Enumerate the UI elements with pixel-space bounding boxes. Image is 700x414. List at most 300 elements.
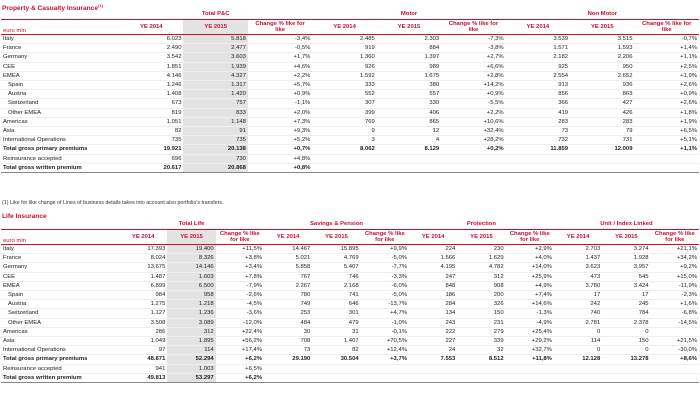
table-cell: -0,1% <box>361 327 409 336</box>
row-label: EMEA <box>1 71 119 80</box>
table-cell: 79 <box>570 127 634 136</box>
table-row <box>1 53 699 62</box>
table-cell: 1.407 <box>312 337 360 346</box>
table-cell: +14,6% <box>506 300 554 309</box>
table-cell: 2.378 <box>602 318 650 327</box>
table-row <box>1 62 699 71</box>
table-cell <box>441 163 505 172</box>
table-cell: 4 <box>377 136 441 145</box>
table-cell <box>506 163 570 172</box>
table-cell: 3.539 <box>506 35 570 44</box>
table-cell: 8.326 <box>167 254 215 263</box>
table-row <box>1 108 699 117</box>
row-label: Italy <box>1 245 119 254</box>
table-cell: 231 <box>457 318 505 327</box>
table-cell: 919 <box>312 44 376 53</box>
table-cell: 646 <box>312 300 360 309</box>
table-cell: +1,1% <box>634 53 699 62</box>
table-cell: 227 <box>409 337 457 346</box>
table-row <box>1 117 699 126</box>
table-cell: +0,8% <box>248 163 312 172</box>
table-row <box>1 263 699 272</box>
table-cell <box>634 154 699 163</box>
table-cell: 784 <box>602 309 650 318</box>
table-cell: 333 <box>312 81 376 90</box>
table-cell: 1.928 <box>602 254 650 263</box>
table-row <box>1 337 699 346</box>
table-row <box>1 309 699 318</box>
row-label: France <box>1 254 119 263</box>
table-cell <box>651 327 699 336</box>
table-cell: +1,1% <box>634 145 699 154</box>
table-cell: 1.437 <box>554 254 602 263</box>
table-cell: +25,9% <box>506 272 554 281</box>
table-cell <box>457 373 505 382</box>
table-cell: 114 <box>167 346 215 355</box>
table-cell: +9,3% <box>248 127 312 136</box>
table-row <box>1 90 699 99</box>
table-cell: +3,8% <box>216 254 264 263</box>
group-header: Non Motor <box>506 10 699 20</box>
table-cell: -5,0% <box>361 254 409 263</box>
table-cell: -0,5% <box>248 44 312 53</box>
table-cell: -13,7% <box>361 300 409 309</box>
table-cell: +5,7% <box>248 81 312 90</box>
table-cell: 245 <box>602 300 650 309</box>
table-cell: 0 <box>554 327 602 336</box>
table-cell: 200 <box>457 291 505 300</box>
table-cell: 3.424 <box>602 281 650 290</box>
table-cell: 8.129 <box>377 145 441 154</box>
table-cell: -2,6% <box>216 291 264 300</box>
table-cell: 2.267 <box>264 281 312 290</box>
table-cell: -14,5% <box>651 318 699 327</box>
table-cell: +0,7% <box>248 145 312 154</box>
table-cell: 1.592 <box>312 71 376 80</box>
table-cell: +6,5% <box>634 127 699 136</box>
table-cell: 150 <box>457 309 505 318</box>
row-label: EMEA <box>1 281 119 290</box>
table-cell: +22,4% <box>216 327 264 336</box>
row-label: International Operations <box>1 136 119 145</box>
table-row <box>1 327 699 336</box>
group-header: Protection <box>409 220 554 230</box>
table-cell: 52.294 <box>167 355 215 364</box>
table-cell: 12 <box>377 127 441 136</box>
table-cell: 2.485 <box>312 35 376 44</box>
table-row <box>1 163 699 172</box>
group-header: Unit / Index Linked <box>554 220 699 230</box>
table-cell: 301 <box>312 309 360 318</box>
pc-premiums-table <box>1 10 699 173</box>
table-cell: 3.957 <box>602 263 650 272</box>
table-cell: 557 <box>377 90 441 99</box>
table-cell: 283 <box>570 117 634 126</box>
table-cell: 740 <box>554 309 602 318</box>
table-cell: 11.859 <box>506 145 570 154</box>
table-cell: 8.024 <box>119 254 167 263</box>
group-header: Total P&C <box>119 10 312 20</box>
table-cell: 3.089 <box>167 318 215 327</box>
table-cell: 73 <box>264 346 312 355</box>
table-cell: 1.487 <box>119 272 167 281</box>
table-cell <box>377 163 441 172</box>
table-cell: 326 <box>457 300 505 309</box>
table-cell: 419 <box>506 108 570 117</box>
table-cell: 757 <box>183 99 247 108</box>
table-cell: 865 <box>377 117 441 126</box>
table-cell: 2.490 <box>119 44 183 53</box>
table-cell: 7.553 <box>409 355 457 364</box>
table-cell: 1.003 <box>167 364 215 373</box>
column-header: YE 2014 <box>119 20 183 35</box>
row-label: Austria <box>1 90 119 99</box>
table-cell <box>570 163 634 172</box>
table-cell: 1.051 <box>119 117 183 126</box>
table-cell: 13.278 <box>602 355 650 364</box>
table-cell: 242 <box>554 300 602 309</box>
table-cell: +11,8% <box>506 355 554 364</box>
table-cell: -4,9% <box>506 318 554 327</box>
life-section-title: Life Insurance <box>2 213 47 220</box>
row-label: Spain <box>1 291 119 300</box>
table-cell: 247 <box>409 272 457 281</box>
table-cell: 1.236 <box>167 309 215 318</box>
row-label: Asia <box>1 337 119 346</box>
table-cell: 769 <box>312 117 376 126</box>
group-header: Motor <box>312 10 505 20</box>
table-cell: 312 <box>167 327 215 336</box>
table-cell: 473 <box>554 272 602 281</box>
column-header: YE 2014 <box>264 230 312 245</box>
table-cell: 406 <box>377 108 441 117</box>
table-row <box>1 318 699 327</box>
table-cell: 989 <box>377 62 441 71</box>
table-cell: 283 <box>506 117 570 126</box>
table-cell: 82 <box>312 346 360 355</box>
header-blank <box>1 10 119 20</box>
column-header: YE 2015 <box>602 230 650 245</box>
table-cell: 15.895 <box>312 245 360 254</box>
table-cell <box>264 373 312 382</box>
table-cell: +9,2% <box>651 263 699 272</box>
table-cell: 6.899 <box>119 281 167 290</box>
table-cell: -1,1% <box>248 99 312 108</box>
table-cell <box>312 364 360 373</box>
table-cell: 224 <box>409 245 457 254</box>
table-cell: 186 <box>409 291 457 300</box>
table-cell: 4.327 <box>183 71 247 80</box>
table-cell: 484 <box>264 318 312 327</box>
table-cell: 913 <box>506 81 570 90</box>
table-row <box>1 154 699 163</box>
table-cell: +0,2% <box>441 145 505 154</box>
table-cell: 735 <box>183 136 247 145</box>
table-cell: +29,2% <box>506 337 554 346</box>
table-cell: 926 <box>312 62 376 71</box>
table-cell: 696 <box>119 154 183 163</box>
table-cell: +1,8% <box>634 108 699 117</box>
table-cell: 3.603 <box>183 53 247 62</box>
table-cell: +1,9% <box>634 71 699 80</box>
column-header: YE 2014 <box>409 230 457 245</box>
table-cell: -11,9% <box>651 281 699 290</box>
table-cell: 13.675 <box>119 263 167 272</box>
table-cell: 222 <box>409 327 457 336</box>
table-cell: 53.297 <box>167 373 215 382</box>
table-cell: 20.138 <box>183 145 247 154</box>
table-cell: 1.593 <box>570 44 634 53</box>
table-cell: +70,5% <box>361 337 409 346</box>
table-cell: 17.393 <box>119 245 167 254</box>
table-cell: 2.781 <box>554 318 602 327</box>
table-cell: 49.813 <box>119 373 167 382</box>
table-cell: 1.049 <box>119 337 167 346</box>
table-row <box>1 35 699 44</box>
table-cell: 14.467 <box>264 245 312 254</box>
table-cell: -3,4% <box>248 35 312 44</box>
table-cell: +4,0% <box>506 254 554 263</box>
table-cell: -5,5% <box>441 99 505 108</box>
row-label: CEE <box>1 62 119 71</box>
table-cell: 673 <box>119 99 183 108</box>
table-cell: 863 <box>570 90 634 99</box>
table-cell: 749 <box>264 300 312 309</box>
row-label: Asia <box>1 127 119 136</box>
table-cell: 5.818 <box>183 35 247 44</box>
table-cell: -7,9% <box>216 281 264 290</box>
row-label: Reinsurance accepted <box>1 154 119 163</box>
table-cell: +2,7% <box>441 53 505 62</box>
table-cell: 941 <box>119 364 167 373</box>
table-cell: 950 <box>570 62 634 71</box>
table-cell: 399 <box>312 108 376 117</box>
row-label: Total gross primary premiums <box>1 355 119 364</box>
table-cell: 20.868 <box>183 163 247 172</box>
table-cell: +0,9% <box>248 90 312 99</box>
table-cell: +11,5% <box>216 245 264 254</box>
table-cell: +2,5% <box>634 62 699 71</box>
table-cell: 8.512 <box>457 355 505 364</box>
table-row <box>1 127 699 136</box>
table-cell <box>554 373 602 382</box>
table-cell: -3,3% <box>361 272 409 281</box>
table-row <box>1 364 699 373</box>
table-cell: -4,5% <box>216 300 264 309</box>
table-cell: 856 <box>506 90 570 99</box>
table-cell: 4.782 <box>457 263 505 272</box>
table-cell: +15,0% <box>651 272 699 281</box>
table-cell: +0,9% <box>634 90 699 99</box>
row-label: Italy <box>1 35 119 44</box>
table-cell: 20.617 <box>119 163 183 172</box>
table-cell: +0,9% <box>441 90 505 99</box>
row-label: Switzerland <box>1 309 119 318</box>
table-cell <box>506 154 570 163</box>
table-cell <box>651 373 699 382</box>
table-cell: 1.571 <box>506 44 570 53</box>
table-cell: 1.408 <box>119 90 183 99</box>
table-row <box>1 300 699 309</box>
column-header: YE 2015 <box>570 20 634 35</box>
table-cell: +4,7% <box>361 309 409 318</box>
table-cell: 366 <box>506 99 570 108</box>
table-cell: 6.023 <box>119 35 183 44</box>
table-cell: 3 <box>312 136 376 145</box>
table-row <box>1 136 699 145</box>
table-cell: 4.146 <box>119 71 183 80</box>
table-cell: 73 <box>506 127 570 136</box>
table-row <box>1 281 699 290</box>
table-cell: +7,3% <box>248 117 312 126</box>
row-label: France <box>1 44 119 53</box>
table-cell: -7,7% <box>361 263 409 272</box>
table-cell: +2,2% <box>248 71 312 80</box>
table-cell: 230 <box>457 245 505 254</box>
column-header: YE 2015 <box>167 230 215 245</box>
table-cell: +2,6% <box>634 81 699 90</box>
table-cell: 1.127 <box>119 309 167 318</box>
table-cell: +1,6% <box>651 300 699 309</box>
table-cell: 30 <box>264 327 312 336</box>
table-cell: -7,3% <box>441 35 505 44</box>
table-cell: 925 <box>506 62 570 71</box>
table-cell: 731 <box>570 136 634 145</box>
table-cell: 0 <box>554 346 602 355</box>
table-cell <box>361 373 409 382</box>
table-cell: 4.769 <box>312 254 360 263</box>
table-cell: -3,8% <box>441 44 505 53</box>
table-cell <box>361 364 409 373</box>
table-cell: 708 <box>264 337 312 346</box>
table-cell: 732 <box>506 136 570 145</box>
table-cell <box>264 364 312 373</box>
table-row <box>1 346 699 355</box>
column-header: YE 2015 <box>183 20 247 35</box>
table-cell <box>409 373 457 382</box>
table-row <box>1 291 699 300</box>
table-cell: +6,5% <box>216 364 264 373</box>
table-row <box>1 145 699 154</box>
row-label: Other EMEA <box>1 318 119 327</box>
table-cell: 884 <box>377 44 441 53</box>
table-cell: +34,2% <box>651 254 699 263</box>
table-cell: 1.603 <box>167 272 215 281</box>
table-row <box>1 71 699 80</box>
row-label: Switzerland <box>1 99 119 108</box>
table-cell: 1.566 <box>409 254 457 263</box>
table-cell: 9 <box>312 127 376 136</box>
table-cell <box>554 364 602 373</box>
table-row <box>1 373 699 382</box>
table-cell: 1.275 <box>119 300 167 309</box>
table-cell: 2.554 <box>506 71 570 80</box>
row-label: Spain <box>1 81 119 90</box>
table-cell: +25,4% <box>506 327 554 336</box>
table-cell: 2.168 <box>312 281 360 290</box>
table-cell <box>651 364 699 373</box>
table-cell <box>441 154 505 163</box>
table-row <box>1 272 699 281</box>
table-cell: +8,6% <box>651 355 699 364</box>
table-cell: +14,2% <box>441 81 505 90</box>
table-cell: 426 <box>570 108 634 117</box>
table-cell: 5.858 <box>264 263 312 272</box>
row-label: Americas <box>1 327 119 336</box>
row-label: Austria <box>1 300 119 309</box>
table-cell: 312 <box>457 272 505 281</box>
table-cell: 4.195 <box>409 263 457 272</box>
unit-label: euro mln <box>1 230 119 245</box>
table-cell: 339 <box>457 337 505 346</box>
table-cell: 8.062 <box>312 145 376 154</box>
table-cell: 17 <box>602 291 650 300</box>
table-cell: 3.515 <box>570 35 634 44</box>
table-cell: 1.360 <box>312 53 376 62</box>
table-cell: 1.148 <box>183 117 247 126</box>
table-cell: +2,0% <box>248 108 312 117</box>
table-row <box>1 44 699 53</box>
table-cell: +21,5% <box>651 337 699 346</box>
table-cell: 150 <box>602 337 650 346</box>
table-cell: 2.303 <box>377 35 441 44</box>
column-header: Change % like for like <box>634 20 699 35</box>
table-cell: +17,4% <box>216 346 264 355</box>
table-row <box>1 254 699 263</box>
table-cell <box>377 154 441 163</box>
table-cell: +32,4% <box>441 127 505 136</box>
table-cell: +2,9% <box>506 245 554 254</box>
table-cell: +5,2% <box>248 136 312 145</box>
table-cell: 97 <box>119 346 167 355</box>
table-cell: -6,0% <box>361 281 409 290</box>
row-label: International Operations <box>1 346 119 355</box>
table-cell <box>634 163 699 172</box>
table-cell: 1.420 <box>183 90 247 99</box>
table-cell: +7,8% <box>216 272 264 281</box>
table-cell: +2,6% <box>634 99 699 108</box>
table-cell: 284 <box>409 300 457 309</box>
table-cell: 958 <box>167 291 215 300</box>
table-cell <box>570 154 634 163</box>
table-cell: 746 <box>312 272 360 281</box>
table-cell <box>312 163 376 172</box>
table-cell: 908 <box>457 281 505 290</box>
table-cell: 82 <box>119 127 183 136</box>
table-cell: -5,0% <box>361 291 409 300</box>
table-cell: +21,1% <box>651 245 699 254</box>
table-row <box>1 81 699 90</box>
row-label: CEE <box>1 272 119 281</box>
table-cell: 1.851 <box>119 62 183 71</box>
table-row <box>1 99 699 108</box>
table-cell: 819 <box>119 108 183 117</box>
table-cell: 6.500 <box>167 281 215 290</box>
table-cell: 14.146 <box>167 263 215 272</box>
table-cell: +6,6% <box>441 62 505 71</box>
table-cell: 134 <box>409 309 457 318</box>
table-row <box>1 245 699 254</box>
table-cell: +56,2% <box>216 337 264 346</box>
table-cell: -3,6% <box>216 309 264 318</box>
column-header: YE 2015 <box>377 20 441 35</box>
row-label: Total gross primary premiums <box>1 145 119 154</box>
table-cell: +32,7% <box>506 346 554 355</box>
table-cell: +6,2% <box>216 355 264 364</box>
table-cell: -6,8% <box>651 309 699 318</box>
table-cell: 279 <box>457 327 505 336</box>
table-cell: 307 <box>312 99 376 108</box>
